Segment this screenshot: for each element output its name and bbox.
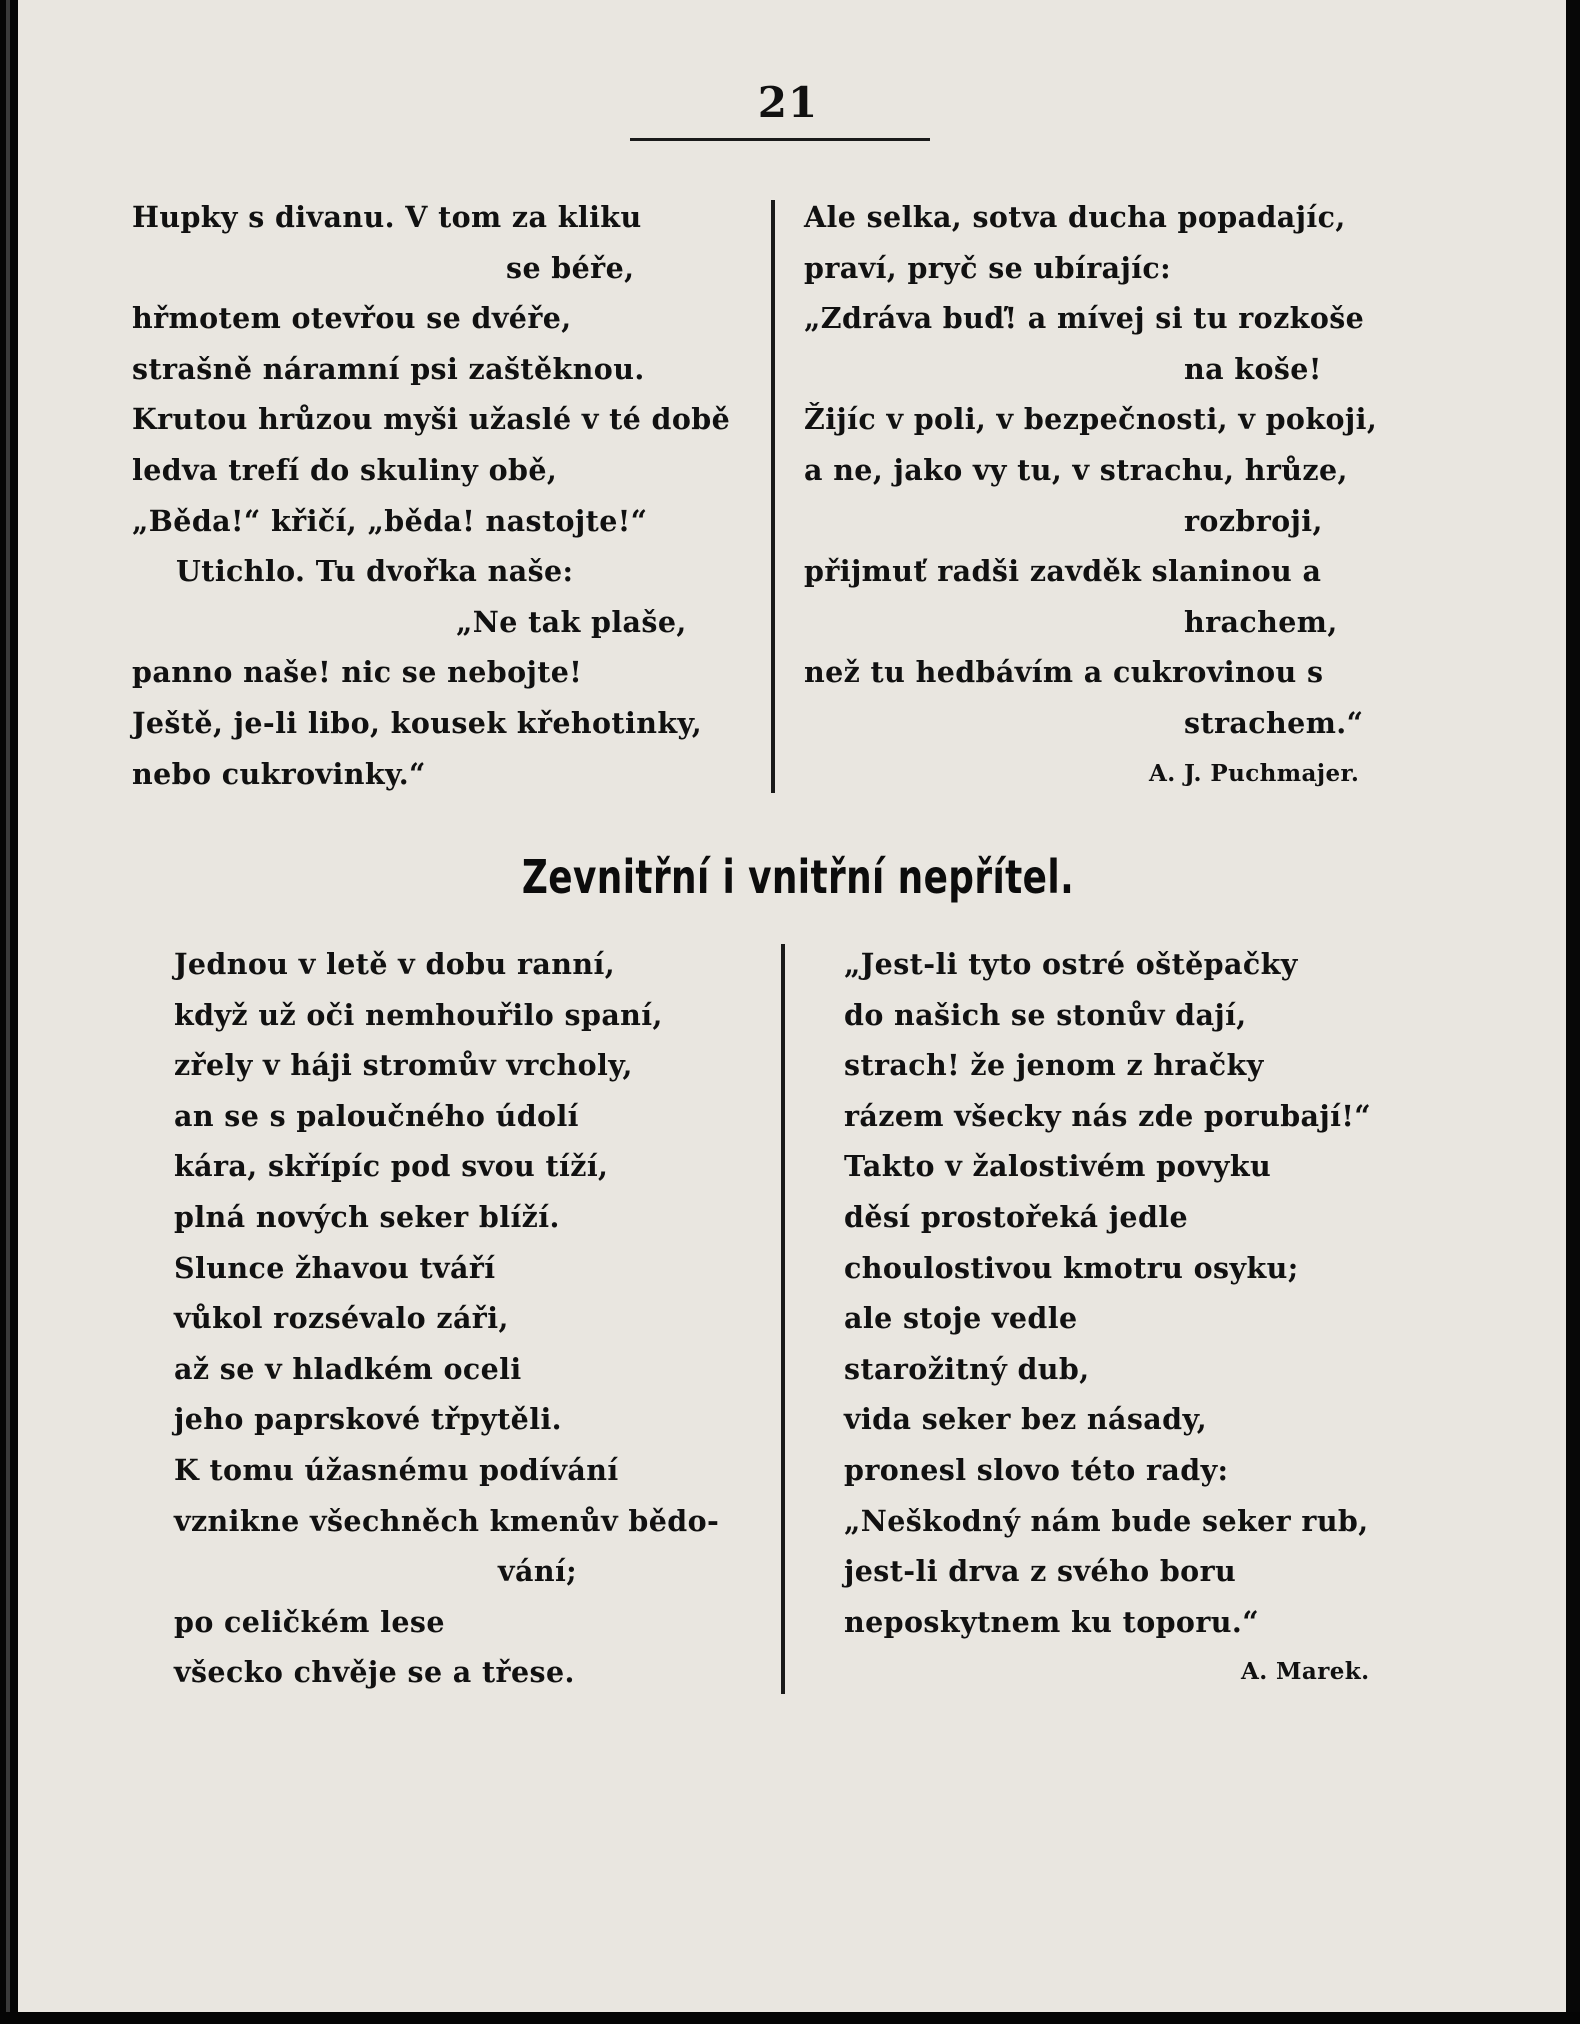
verse-line: Takto v žalostivém povyku <box>844 1149 1272 1184</box>
verse-line: „Zdráva buď! a mívej si tu rozkoše <box>804 301 1365 336</box>
verse-line: vůkol rozsévalo záři, <box>174 1301 509 1336</box>
verse-line: po celičkém lese <box>174 1604 445 1639</box>
verse-line: plná nových seker blíží. <box>174 1199 560 1234</box>
verse-line: se béře, <box>506 250 635 285</box>
poem1-right-column <box>804 192 1440 799</box>
verse-line: rozbroji, <box>1184 503 1323 538</box>
verse-line: Ještě, je-li libo, kousek křehotinky, <box>132 705 703 740</box>
scan-edge-strip <box>6 0 10 2024</box>
verse-line: na koše! <box>1184 351 1322 386</box>
verse-line: praví, pryč se ubírajíc: <box>804 250 1172 285</box>
verse-line: Krutou hrůzou myši užaslé v té době <box>132 402 731 437</box>
verse-line: až se v hladkém oceli <box>174 1351 522 1386</box>
poem2-author: A. Marek. <box>1241 1658 1370 1686</box>
verse-line: strach! že jenom z hračky <box>844 1048 1264 1083</box>
verse-line: vida seker bez násady, <box>844 1402 1208 1437</box>
poem1-author: A. J. Puchmajer. <box>1149 759 1360 787</box>
verse-line: ale stoje vedle <box>844 1301 1078 1336</box>
verse-line: ledva trefí do skuliny obě, <box>132 452 558 487</box>
verse-line: „Neškodný nám bude seker rub, <box>844 1503 1369 1538</box>
poem2-left-column <box>174 939 762 1698</box>
verse-line: hřmotem otevřou se dvéře, <box>132 301 572 336</box>
verse-line: Utichlo. Tu dvořka naše: <box>176 554 574 589</box>
verse-line: Slunce žhavou tváří <box>174 1250 496 1285</box>
verse-line: jeho paprskové třpytěli. <box>174 1402 562 1437</box>
verse-line: Žijíc v poli, v bezpečnosti, v pokoji, <box>804 402 1378 437</box>
verse-line: Ale selka, sotva ducha popadajíc, <box>804 200 1346 234</box>
scan-left-edge <box>0 0 18 2024</box>
verse-line: strachem.“ <box>1184 705 1364 740</box>
verse-line: Jednou v letě v dobu ranní, <box>174 947 616 981</box>
verse-line: „Jest-li tyto ostré oštěpačky <box>844 947 1298 981</box>
column-divider <box>781 944 785 1694</box>
verse-line: K tomu úžasnému podívání <box>174 1452 619 1487</box>
verse-line: panno naše! nic se nebojte! <box>132 655 583 690</box>
verse-line: kára, skřípíc pod svou tíží, <box>174 1149 609 1184</box>
page-number-rule <box>630 138 930 141</box>
verse-line: zřely v háji stromův vrcholy, <box>174 1048 633 1083</box>
verse-line: vznikne všechněch kmenův bědo- <box>174 1503 720 1538</box>
verse-line: všecko chvěje se a třese. <box>174 1655 575 1690</box>
verse-line: a ne, jako vy tu, v strachu, hrůze, <box>804 452 1348 487</box>
verse-line: jest-li drva z svého boru <box>844 1554 1237 1589</box>
poem2-right-column <box>844 939 1444 1698</box>
verse-line: choulostivou kmotru osyku; <box>844 1250 1299 1285</box>
verse-line: an se s paloučného údolí <box>174 1098 579 1133</box>
verse-line: do našich se stonův dají, <box>844 997 1247 1032</box>
verse-line: přijmuť radši zavděk slaninou a <box>804 554 1322 589</box>
verse-line: Hupky s divanu. V tom za kliku <box>132 200 642 234</box>
poem1-left-column <box>132 192 762 799</box>
verse-line: „Běda!“ křičí, „běda! nastojte!“ <box>132 503 648 538</box>
poem2-title: Zevnitřní i vnitřní nepřítel. <box>521 850 1075 904</box>
verse-line: děsí prostořeká jedle <box>844 1199 1189 1234</box>
page-number: 21 <box>757 78 819 127</box>
verse-line: když už oči nemhouřilo spaní, <box>174 997 663 1032</box>
scan-bottom-edge <box>0 2012 1580 2024</box>
verse-line: hrachem, <box>1184 604 1338 639</box>
verse-line: „Ne tak plaše, <box>456 604 687 639</box>
verse-line: strašně náramní psi zaštěknou. <box>132 351 645 386</box>
verse-line: rázem všecky nás zde porubají!“ <box>844 1098 1372 1133</box>
verse-line: starožitný dub, <box>844 1351 1090 1386</box>
verse-line: než tu hedbávím a cukrovinou s <box>804 655 1324 690</box>
verse-line: pronesl slovo této rady: <box>844 1452 1229 1487</box>
book-page <box>18 0 1566 2012</box>
column-divider <box>771 200 775 793</box>
verse-line: neposkytnem ku toporu.“ <box>844 1604 1259 1639</box>
verse-line: nebo cukrovinky.“ <box>132 756 426 791</box>
verse-line: vání; <box>498 1554 578 1589</box>
